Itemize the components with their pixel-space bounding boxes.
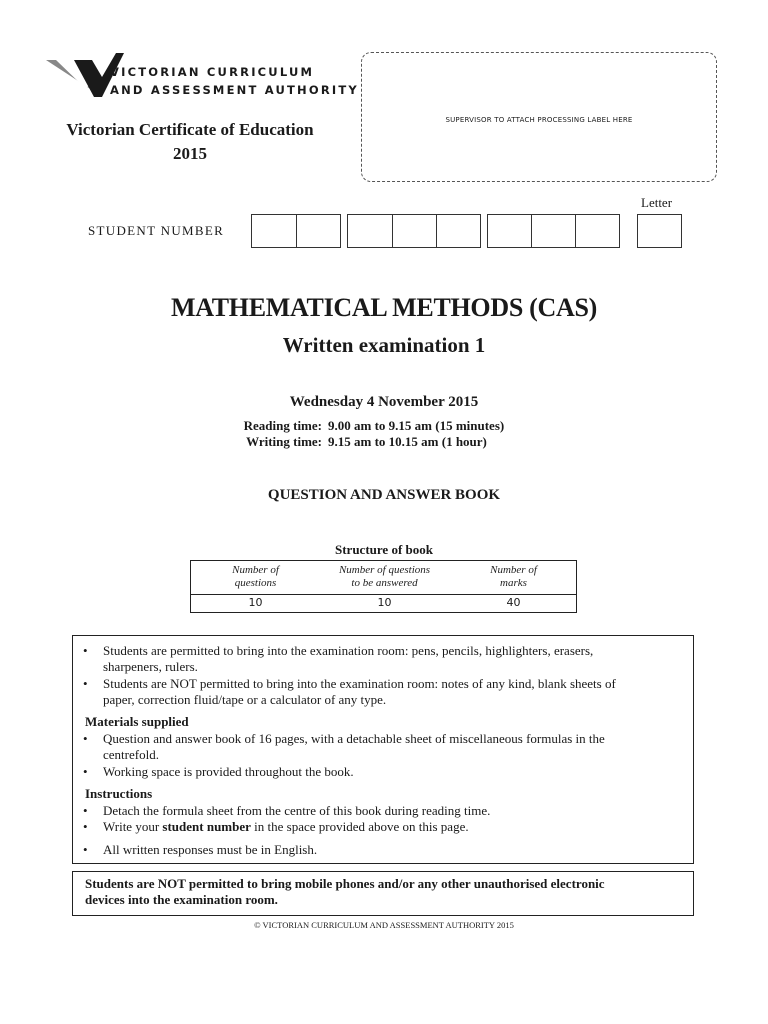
table-header-divider — [191, 594, 576, 595]
instruction-1: Detach the formula sheet from the centre of this book during reading time. — [103, 803, 491, 818]
reading-time-value: 9.00 am to 9.15 am (15 minutes) — [328, 418, 505, 433]
table-header-line: Number of — [490, 564, 537, 576]
processing-label-text: SUPERVISOR TO ATTACH PROCESSING LABEL HERE — [445, 116, 633, 124]
instruction-2-post: in the space provided above on this page. — [250, 819, 469, 834]
logo-text-line2: AND ASSESSMENT AUTHORITY — [110, 83, 359, 97]
not-permitted-text-line1: Students are NOT permitted to bring into the examination room: notes of any kind, blank sheets of — [103, 676, 616, 691]
exam-date: Wednesday 4 November 2015 — [289, 394, 479, 410]
certificate-name: Victorian Certificate of Education — [66, 120, 314, 139]
table-cell-to-answer: 10 — [377, 596, 392, 609]
student-number-digit-6[interactable] — [487, 214, 532, 248]
bullet: • — [83, 643, 88, 658]
materials-text-line1: Question and answer book of 16 pages, with a detachable sheet of miscellaneous formulas in the — [103, 731, 605, 746]
exam-title: MATHEMATICAL METHODS (CAS) — [170, 293, 598, 322]
permitted-text-line1: Students are permitted to bring into the examination room: pens, pencils, highlighters, erasers, — [103, 643, 594, 658]
table-header-marks — [449, 564, 578, 590]
structure-title: Structure of book — [335, 542, 433, 557]
instruction-2 — [103, 819, 469, 835]
materials-text-line2: centrefold. — [103, 747, 159, 762]
writing-time-label: Writing time: — [246, 434, 322, 449]
bullet: • — [83, 819, 88, 834]
copyright-notice: © VICTORIAN CURRICULUM AND ASSESSMENT AUTHORITY 2015 — [254, 920, 514, 930]
not-permitted-text-line2: paper, correction fluid/tape or a calculator of any type. — [103, 692, 387, 707]
table-header-line: questions — [234, 577, 277, 589]
student-number-letter[interactable] — [637, 214, 682, 248]
student-number-label: STUDENT NUMBER — [88, 223, 225, 238]
exam-subtitle: Written examination 1 — [282, 333, 486, 357]
instruction-3: All written responses must be in English. — [103, 842, 318, 857]
table-cell-questions: 10 — [248, 596, 263, 609]
student-number-digit-7[interactable] — [531, 214, 576, 248]
permitted-text-line2: sharpeners, rulers. — [103, 659, 198, 674]
instruction-2-bold: student number — [162, 819, 251, 834]
structure-table — [190, 560, 577, 613]
certificate-year: 2015 — [173, 144, 207, 163]
table-header-line: to be answered — [351, 577, 418, 589]
bullet: • — [83, 731, 88, 746]
student-number-digit-5[interactable] — [436, 214, 481, 248]
table-header-line: marks — [500, 577, 527, 589]
letter-label: Letter — [641, 195, 673, 210]
warning-text-line1: Students are NOT permitted to bring mobile phones and/or any other unauthorised electronic — [85, 876, 605, 891]
book-title: QUESTION AND ANSWER BOOK — [267, 487, 501, 503]
bullet: • — [83, 803, 88, 818]
bullet: • — [83, 764, 88, 779]
table-header-line: Number of questions — [338, 564, 431, 576]
materials-text-line3: Working space is provided throughout the book. — [103, 764, 354, 779]
writing-time-value: 9.15 am to 10.15 am (1 hour) — [328, 434, 487, 449]
student-number-digit-8[interactable] — [575, 214, 620, 248]
student-number-digit-1[interactable] — [251, 214, 297, 248]
student-number-digit-3[interactable] — [347, 214, 393, 248]
certificate-title — [20, 118, 360, 166]
table-header-to-answer — [320, 564, 449, 590]
table-header-line: Number of — [232, 564, 279, 576]
bullet: • — [83, 842, 88, 857]
warning-text-line2: devices into the examination room. — [85, 892, 278, 907]
bullet: • — [83, 676, 88, 691]
student-number-digit-4[interactable] — [392, 214, 437, 248]
student-number-digit-2[interactable] — [296, 214, 341, 248]
reading-time-label: Reading time: — [243, 418, 322, 433]
instruction-2-pre: Write your — [103, 819, 163, 834]
instructions-heading: Instructions — [85, 786, 153, 801]
table-header-questions — [191, 564, 320, 590]
logo-text-line1: VICTORIAN CURRICULUM — [110, 65, 315, 79]
table-cell-marks: 40 — [506, 596, 521, 609]
materials-heading: Materials supplied — [85, 714, 189, 729]
